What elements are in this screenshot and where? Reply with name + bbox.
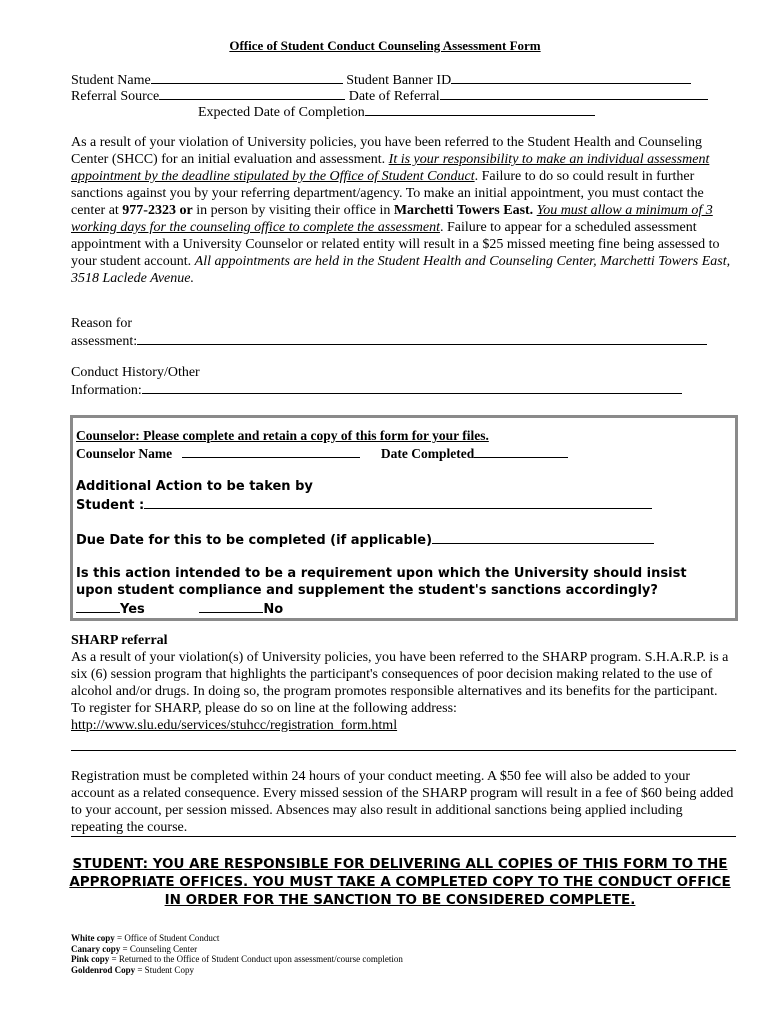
intro-appointments-location: All appointments are held in the Student Health and Counseling Center, Marchetti Towers East, 3518 Laclede Avenue. xyxy=(71,254,731,286)
yes-no-row xyxy=(76,599,726,618)
intro-text-5: . Failure to appear for a scheduled assessment appointment with a University Counselor or related entity will result in a $25 missed meeting fine being assessed to your student account. xyxy=(71,220,720,269)
no-label: No xyxy=(263,602,284,617)
intro-text-2: . Failure to do so could result in further sanctions against you by your referring department/agency. To make an initial appointment, you must contact the center at xyxy=(71,169,704,218)
counselor-box-content xyxy=(76,427,726,618)
student-name-label: Student Name xyxy=(71,73,151,88)
intro-text-3: in person by visiting their office in xyxy=(196,203,391,218)
expected-date-row xyxy=(198,102,595,121)
copy-pink: Pink copy = Returned to the Office of Student Conduct upon assessment/course completion xyxy=(71,954,403,964)
copy-goldenrod: Goldenrod Copy = Student Copy xyxy=(71,964,194,975)
additional-action-label-2: Student : xyxy=(76,498,145,513)
date-completed-field[interactable] xyxy=(474,444,568,458)
due-date-row xyxy=(76,530,726,549)
no-field[interactable] xyxy=(199,599,263,613)
history-row xyxy=(71,380,682,399)
date-completed-label: Date Completed xyxy=(380,446,475,461)
counselor-name-field[interactable] xyxy=(182,444,360,458)
additional-action-row xyxy=(76,495,726,514)
requirement-question: Is this action intended to be a requirement upon which the University should insist upon student compliance and supplement the student's sanctions accordingly? xyxy=(76,566,687,598)
sharp-heading: SHARP referral xyxy=(71,633,168,648)
student-notice: STUDENT: YOU ARE RESPONSIBLE FOR DELIVERING ALL COPIES OF THIS FORM TO THE APPROPRIATE OFFICES. YOU MUST TAKE A COMPLETED COPY TO THE CONDUCT OFFICE IN ORDER FOR THE SANCTION TO BE CONSIDERED COMPLETE. xyxy=(69,856,731,908)
divider-1 xyxy=(71,750,736,751)
counselor-name-row xyxy=(76,444,726,462)
date-of-referral-field[interactable] xyxy=(440,86,708,100)
student-banner-id-field[interactable] xyxy=(451,70,691,84)
date-of-referral-label: Date of Referral xyxy=(348,89,440,104)
student-banner-id-label: Student Banner ID xyxy=(346,73,452,88)
student-name-field[interactable] xyxy=(151,70,343,84)
additional-action-label-1: Additional Action to be taken by xyxy=(76,479,313,494)
registration-note: Registration must be completed within 24 hours of your conduct meeting. A $50 fee will also be added to your account as a related consequence. Every missed session of the SHARP program will result in a fee of $60 being added to your account, per session missed. Absences may also result in additional sanctions being applied including repeating the course. xyxy=(71,769,734,835)
counselor-heading: Counselor: Please complete and retain a copy of this form for your files. xyxy=(76,428,489,443)
intro-paragraph xyxy=(71,134,731,287)
reason-label-1: Reason for xyxy=(71,316,133,331)
counselor-name-label: Counselor Name xyxy=(76,446,173,461)
yes-field[interactable] xyxy=(76,599,120,613)
copy-distribution xyxy=(71,933,403,975)
sharp-section xyxy=(71,632,731,734)
referral-source-label: Referral Source xyxy=(71,89,160,104)
intro-text-1: As a result of your violation of University policies, you have been referred to the Student Health and Counseling Center (SHCC) for an initial evaluation and assessment. xyxy=(71,135,703,167)
sharp-body: As a result of your violation(s) of University policies, you have been referred to the SHARP program. S.H.A.R.P. is a six (6) session program that highlights the participant's consequences of poor decision making related to the use of alcohol and/or drugs. In doing so, the program promotes responsible alternatives and its benefits for the participant. xyxy=(71,650,729,699)
counselor-box xyxy=(70,415,738,621)
yes-label: Yes xyxy=(120,602,145,617)
copy-canary: Canary copy = Counseling Center xyxy=(71,943,198,954)
history-label-1: Conduct History/Other xyxy=(71,365,200,380)
copy-white: White copy = Office of Student Conduct xyxy=(71,933,220,943)
sharp-registration-link[interactable]: http://www.slu.edu/services/stuhcc/registration_form.html xyxy=(71,718,398,733)
reason-label-2: assessment: xyxy=(71,334,138,349)
office-location: Marchetti Towers East. xyxy=(393,203,534,218)
due-date-field[interactable] xyxy=(432,530,654,544)
reason-row xyxy=(71,331,707,350)
intro-allow-days: You must allow a minimum of 3 working days for the counseling office to complete the assessment xyxy=(71,203,713,235)
additional-action-field[interactable] xyxy=(144,495,652,509)
phone-number: 977-2323 or xyxy=(122,203,193,218)
due-date-label: Due Date for this to be completed (if applicable) xyxy=(76,533,433,548)
reason-field[interactable] xyxy=(137,331,707,345)
expected-date-label: Expected Date of Completion xyxy=(198,105,365,120)
intro-responsibility: It is your responsibility to make an individual assessment appointment by the deadline stipulated by the Office of Student Conduct xyxy=(71,152,710,184)
sharp-register-text: To register for SHARP, please do so on line at the following address: xyxy=(71,701,457,716)
expected-date-field[interactable] xyxy=(365,102,595,116)
divider-2 xyxy=(71,836,736,837)
referral-source-field[interactable] xyxy=(159,86,345,100)
history-label-2: Information: xyxy=(71,383,142,398)
history-field[interactable] xyxy=(142,380,682,394)
form-title: Office of Student Conduct Counseling Assessment Form xyxy=(229,38,541,53)
